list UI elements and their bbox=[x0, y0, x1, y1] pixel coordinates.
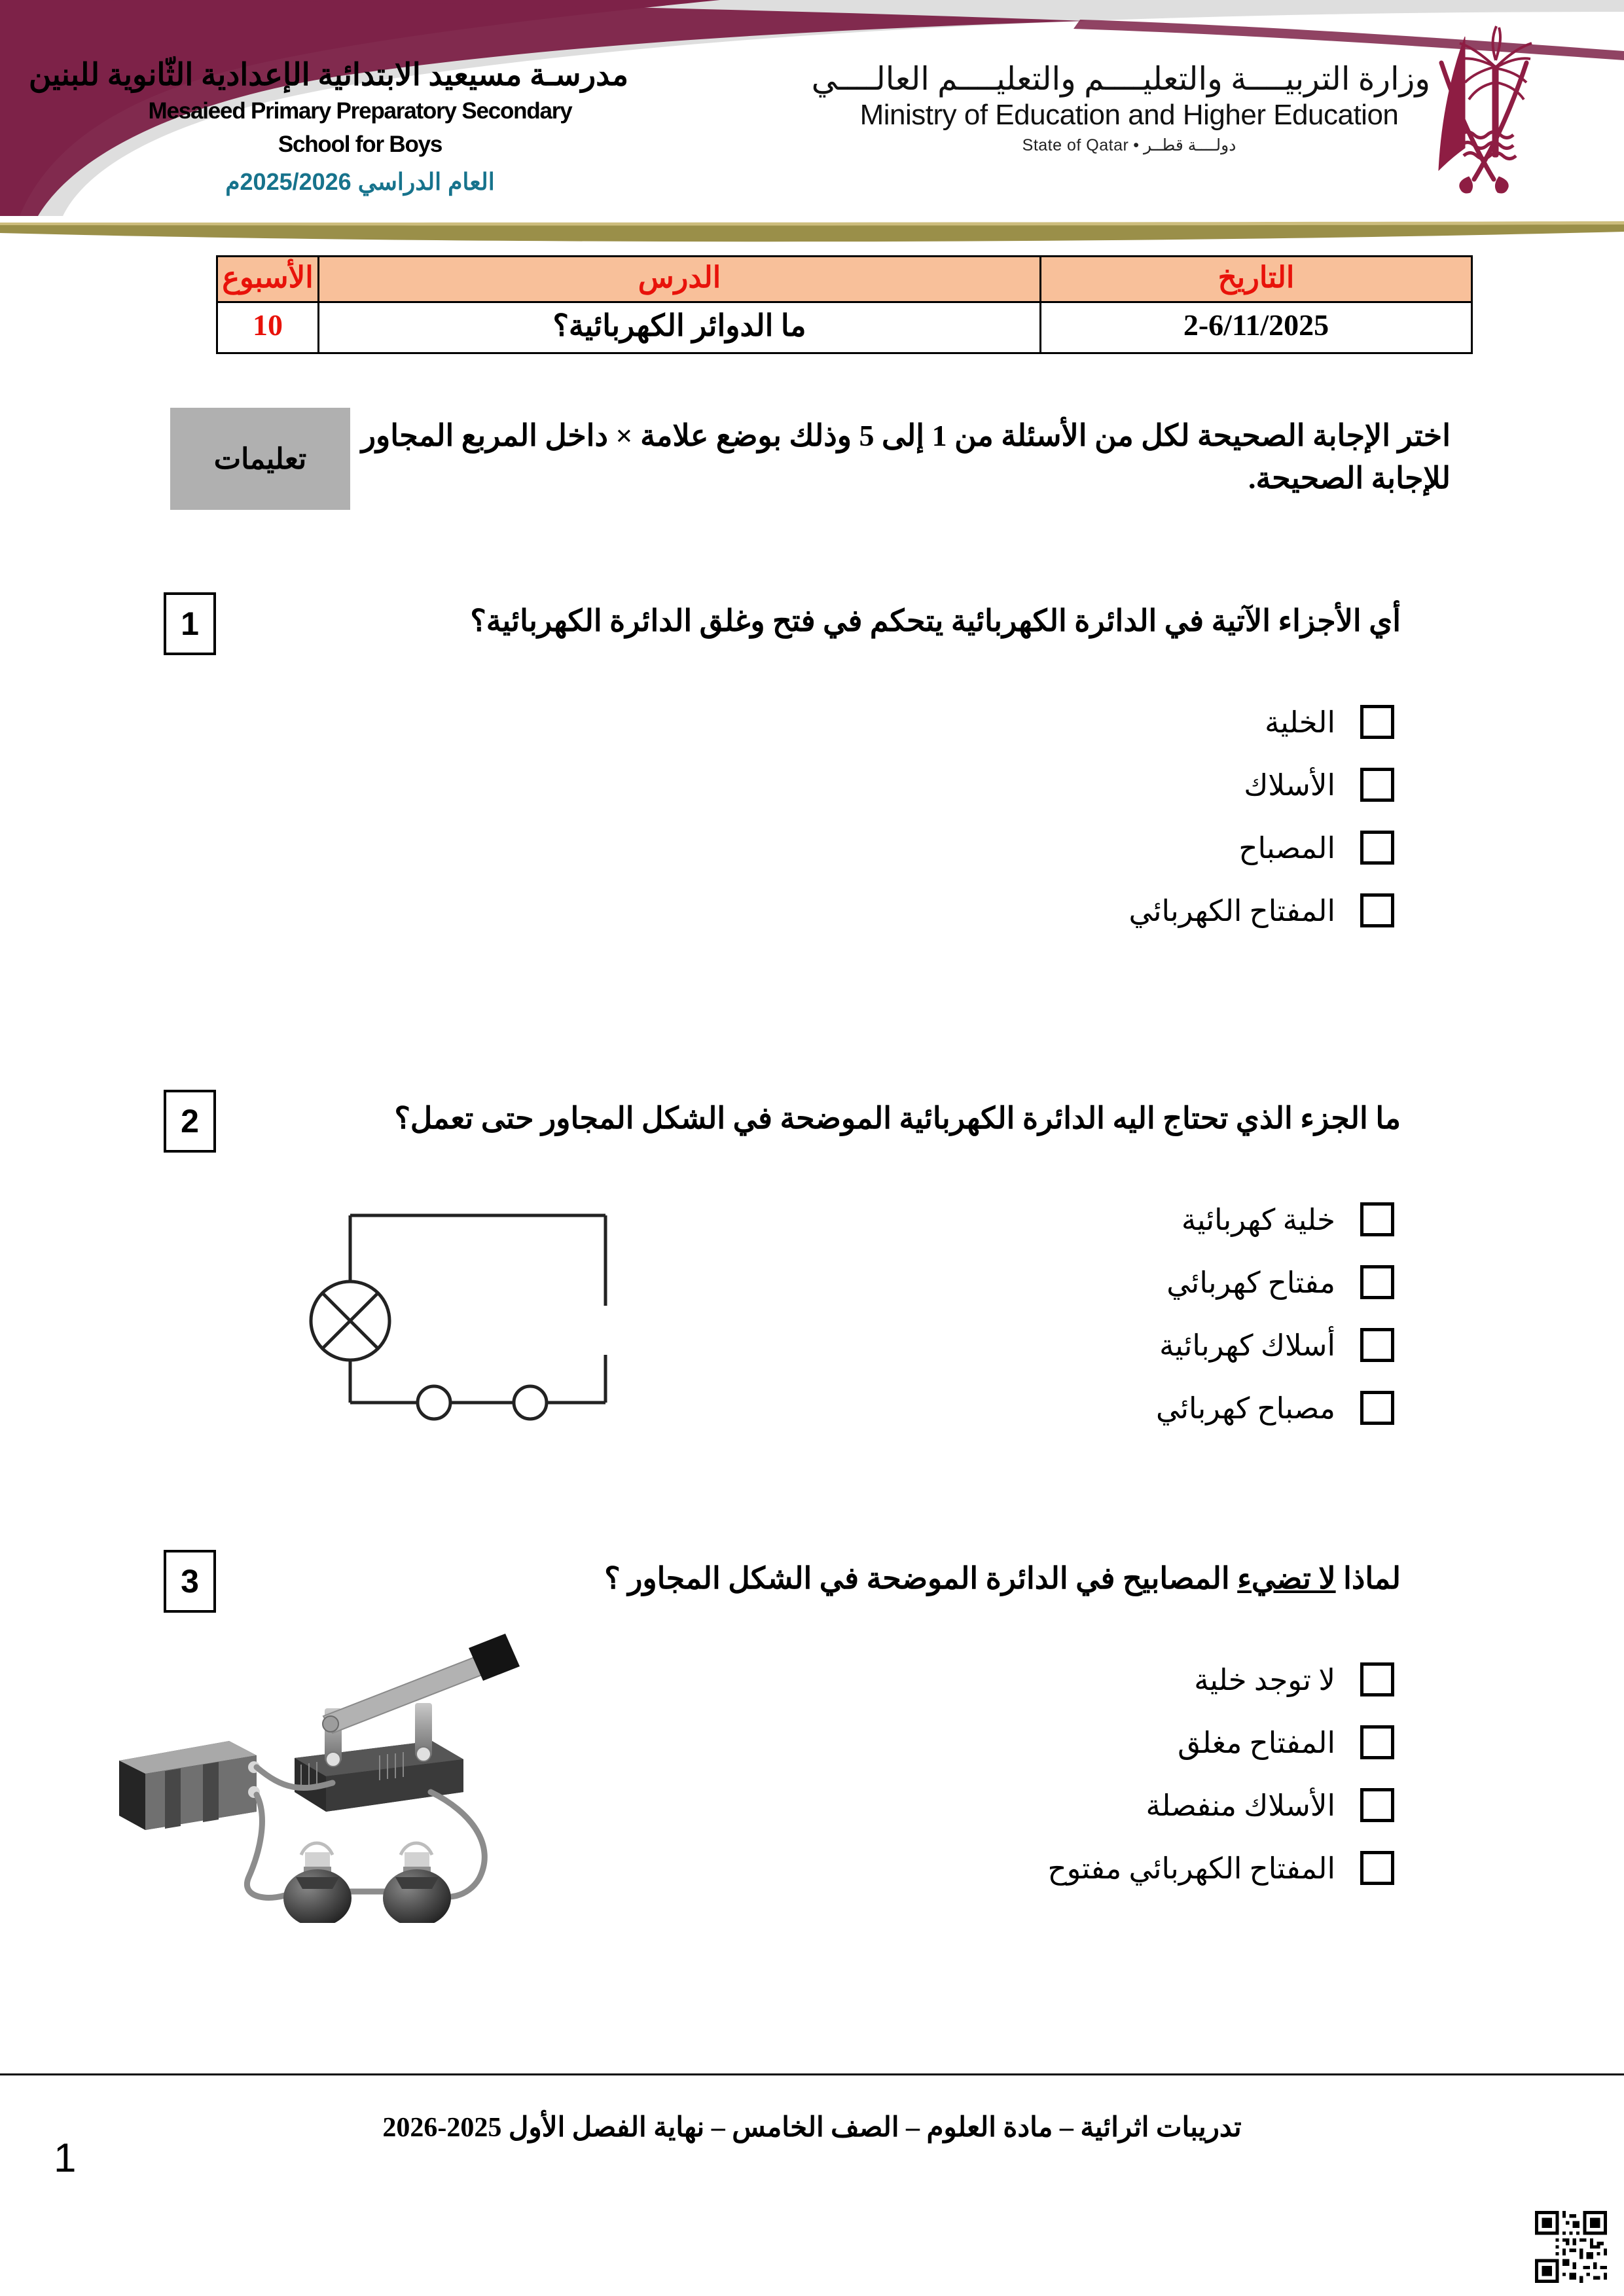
question-2-text: ما الجزء الذي تحتاج اليه الدائرة الكهربائية الموضحة في الشكل المجاور حتى تعمل؟ bbox=[394, 1102, 1401, 1135]
option-label: أسلاك كهربائية bbox=[1159, 1329, 1335, 1362]
circuit-photo-figure bbox=[105, 1596, 556, 1923]
state-label-arabic: دولــــة قطــر bbox=[1143, 136, 1236, 154]
battery-pack bbox=[119, 1741, 260, 1830]
option-label: المفتاح الكهربائي bbox=[1128, 894, 1335, 927]
question-2-options bbox=[1015, 1188, 1394, 1439]
option-label: لا توجد خلية bbox=[1194, 1663, 1335, 1696]
option-label: الخلية bbox=[1265, 706, 1335, 739]
footer-caption: تدريبات اثرائية – مادة العلوم – الصف الخامس – نهاية الفصل الأول 2025-2026 bbox=[382, 2113, 1242, 2143]
checkbox[interactable] bbox=[1360, 705, 1394, 739]
option-label: المفتاح الكهربائي مفتوح bbox=[1047, 1852, 1335, 1885]
instructions-label: تعليمات bbox=[170, 408, 350, 510]
checkbox[interactable] bbox=[1360, 1788, 1394, 1822]
checkbox[interactable] bbox=[1360, 1202, 1394, 1236]
question-3-option-3[interactable] bbox=[949, 1774, 1394, 1837]
question-2-option-2[interactable] bbox=[1015, 1251, 1394, 1314]
lesson-info-table bbox=[216, 255, 1473, 354]
table-header-row bbox=[217, 257, 1472, 302]
footer-divider bbox=[0, 2073, 1624, 2075]
question-1 bbox=[164, 592, 1473, 927]
question-1-option-4[interactable] bbox=[1015, 879, 1394, 942]
question-2-option-3[interactable] bbox=[1015, 1314, 1394, 1376]
question-1-number: 1 bbox=[164, 592, 216, 655]
checkbox[interactable] bbox=[1360, 1265, 1394, 1299]
state-label-english: State of Qatar bbox=[1022, 136, 1129, 154]
ministry-identity-block bbox=[811, 60, 1430, 155]
question-2-option-1[interactable] bbox=[1015, 1188, 1394, 1251]
instructions-section bbox=[170, 408, 1474, 510]
checkbox[interactable] bbox=[1360, 1725, 1394, 1759]
question-3-text-suffix: المصابيح في الدائرة الموضحة في الشكل المجاور ؟ bbox=[604, 1562, 1238, 1595]
value-cell-date: 2-6/11/2025 bbox=[1041, 302, 1472, 353]
school-name-english-line2: School for Boys bbox=[278, 132, 442, 158]
checkbox[interactable] bbox=[1360, 831, 1394, 865]
ministry-name-english: Ministry of Education and Higher Education bbox=[859, 99, 1399, 131]
state-label-separator: • bbox=[1128, 136, 1139, 154]
gold-divider bbox=[0, 221, 1624, 253]
value-cell-week: 10 bbox=[217, 302, 319, 353]
option-label: مصباح كهربائي bbox=[1156, 1391, 1335, 1425]
question-2-number: 2 bbox=[164, 1090, 216, 1153]
academic-year-label: العام الدراسي 2025/2026م bbox=[225, 168, 495, 195]
question-3-option-4[interactable] bbox=[949, 1837, 1394, 1899]
question-1-option-1[interactable] bbox=[1015, 691, 1394, 753]
school-name-arabic: مدرسـة مسيعيد الابتدائية الإعدادية الثّانوية للبنين bbox=[28, 58, 628, 92]
checkbox[interactable] bbox=[1360, 768, 1394, 802]
checkbox[interactable] bbox=[1360, 1662, 1394, 1696]
option-label: مفتاح كهربائي bbox=[1166, 1266, 1335, 1299]
instructions-text: اختر الإجابة الصحيحة لكل من الأسئلة من 1 إلى 5 وذلك بوضع علامة × داخل المربع المجاور للإجابة الصحيحة. bbox=[361, 419, 1451, 495]
table-data-row bbox=[217, 302, 1472, 353]
header-cell-date: التاريخ bbox=[1041, 257, 1472, 302]
question-3-options bbox=[949, 1648, 1394, 1899]
header-cell-week: الأسبوع bbox=[217, 257, 319, 302]
question-1-text: أي الأجزاء الآتية في الدائرة الكهربائية يتحكم في فتح وغلق الدائرة الكهربائية؟ bbox=[470, 604, 1401, 637]
option-label: المصباح bbox=[1238, 831, 1335, 865]
lamp-right bbox=[383, 1843, 451, 1923]
question-1-options bbox=[1015, 691, 1394, 942]
option-label: المفتاح مغلق bbox=[1178, 1726, 1335, 1759]
page-number: 1 bbox=[54, 2136, 77, 2181]
ministry-name-arabic: وزارة التربيــــة والتعليــــم والتعليــــم العالــــي bbox=[811, 61, 1430, 97]
question-3-option-2[interactable] bbox=[949, 1711, 1394, 1774]
checkbox[interactable] bbox=[1360, 1391, 1394, 1425]
value-cell-lesson: ما الدوائر الكهربائية؟ bbox=[318, 302, 1040, 353]
checkbox[interactable] bbox=[1360, 1851, 1394, 1885]
school-name-english-line1: Mesaieed Primary Preparatory Secondary bbox=[148, 98, 572, 124]
question-1-option-3[interactable] bbox=[1015, 816, 1394, 879]
question-3-text-prefix: لماذا bbox=[1335, 1562, 1401, 1595]
question-3-option-1[interactable] bbox=[949, 1648, 1394, 1711]
qr-code-icon bbox=[1535, 2211, 1607, 2283]
question-1-option-2[interactable] bbox=[1015, 753, 1394, 816]
question-2-option-4[interactable] bbox=[1015, 1376, 1394, 1439]
checkbox[interactable] bbox=[1360, 893, 1394, 927]
question-3-text bbox=[223, 1559, 1401, 1598]
option-label: الأسلاك منفصلة bbox=[1146, 1789, 1335, 1822]
question-3 bbox=[164, 1550, 1473, 1885]
school-identity-block bbox=[28, 58, 628, 196]
option-label: الأسلاك bbox=[1244, 768, 1335, 802]
header-cell-lesson: الدرس bbox=[318, 257, 1040, 302]
checkbox[interactable] bbox=[1360, 1328, 1394, 1362]
state-of-qatar-label bbox=[828, 135, 1430, 155]
question-3-number: 3 bbox=[164, 1550, 216, 1613]
lamp-left bbox=[283, 1843, 352, 1923]
option-label: خلية كهربائية bbox=[1181, 1203, 1335, 1236]
question-2 bbox=[164, 1090, 1473, 1425]
qatar-emblem-icon bbox=[1401, 20, 1564, 196]
circuit-schematic-figure bbox=[278, 1181, 645, 1437]
question-3-text-emphasis: لا تضيء bbox=[1237, 1562, 1336, 1595]
